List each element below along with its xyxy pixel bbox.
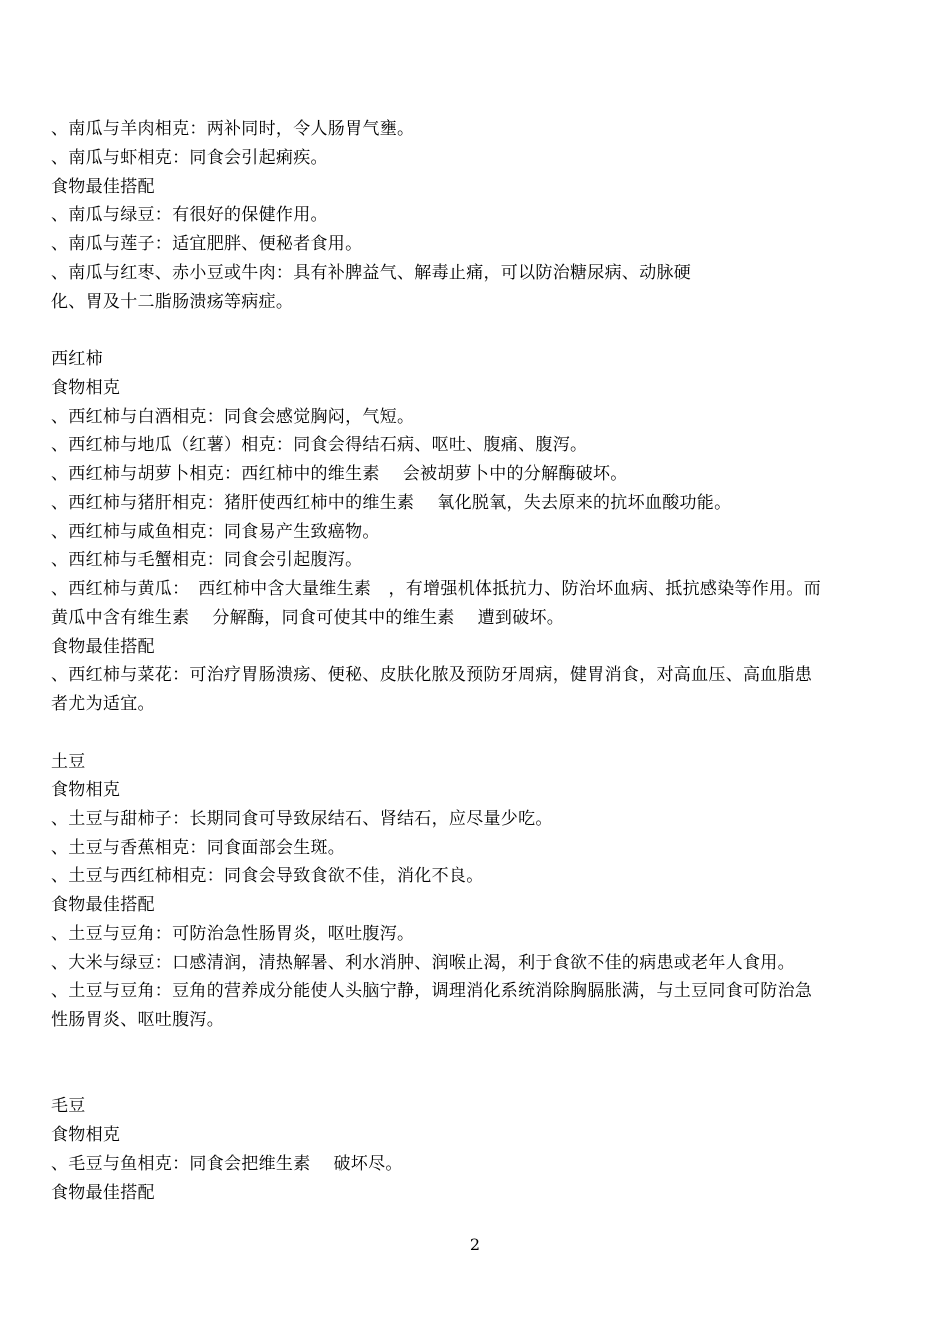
section-heading: 食物最佳搭配 — [51, 177, 155, 197]
text-line: 、南瓜与红枣、赤小豆或牛肉：具有补脾益气、解毒止痛，可以防治糖尿病、动脉硬 — [51, 263, 692, 283]
text-line: 、西红柿与白酒相克：同食会感觉胸闷，气短。 — [51, 407, 415, 427]
section-heading: 食物相克 — [51, 378, 121, 398]
text-line: 、南瓜与莲子：适宜肥胖、便秘者食用。 — [51, 234, 363, 254]
text-line: 、西红柿与猪肝相克：猪肝使西红柿中的维生素 氧化脱氧，失去原来的抗坏血酸功能。 — [51, 493, 732, 513]
text-line: 、土豆与豆角：可防治急性肠胃炎，呕吐腹泻。 — [51, 924, 415, 944]
page-number: 2 — [469, 1235, 481, 1254]
text-line: 、西红柿与黄瓜： 西红柿中含大量维生素 ，有增强机体抵抗力、防治坏血病、抵抗感染等作用。而 — [51, 579, 821, 599]
text-line: 、南瓜与绿豆：有很好的保健作用。 — [51, 205, 328, 225]
text-line: 者尤为适宜。 — [51, 694, 155, 714]
text-line: 、南瓜与羊肉相克：两补同时，令人肠胃气壅。 — [51, 119, 415, 139]
section-heading: 食物最佳搭配 — [51, 1183, 155, 1203]
text-line: 、南瓜与虾相克：同食会引起痢疾。 — [51, 148, 328, 168]
section-heading: 食物相克 — [51, 780, 121, 800]
text-line: 、西红柿与咸鱼相克：同食易产生致癌物。 — [51, 522, 380, 542]
text-line: 化、胃及十二脂肠溃疡等病症。 — [51, 292, 294, 312]
text-line: 、西红柿与毛蟹相克：同食会引起腹泻。 — [51, 550, 363, 570]
text-line: 性肠胃炎、呕吐腹泻。 — [51, 1010, 224, 1030]
text-line: 、大米与绿豆：口感清润，清热解暑、利水消肿、润喉止渴，利于食欲不佳的病患或老年人食用。 — [51, 953, 795, 973]
text-line: 、西红柿与菜花：可治疗胃肠溃疡、便秘、皮肤化脓及预防牙周病，健胃消食，对高血压、高血脂患 — [51, 665, 813, 685]
food-title: 土豆 — [51, 752, 86, 772]
section-heading: 食物最佳搭配 — [51, 637, 155, 657]
text-line: 、毛豆与鱼相克：同食会把维生素 破坏尽。 — [51, 1154, 403, 1174]
text-line: 、土豆与香蕉相克：同食面部会生斑。 — [51, 838, 346, 858]
text-line: 、土豆与豆角：豆角的营养成分能使人头脑宁静，调理消化系统消除胸膈胀满，与土豆同食可防治急 — [51, 981, 813, 1001]
text-line: 、土豆与甜柿子：长期同食可导致尿结石、肾结石，应尽量少吃。 — [51, 809, 553, 829]
text-line: 、西红柿与地瓜（红薯）相克：同食会得结石病、呕吐、腹痛、腹泻。 — [51, 435, 588, 455]
section-heading: 食物最佳搭配 — [51, 895, 155, 915]
section-heading: 食物相克 — [51, 1125, 121, 1145]
text-line: 、西红柿与胡萝卜相克：西红柿中的维生素 会被胡萝卜中的分解酶破坏。 — [51, 464, 628, 484]
food-title: 毛豆 — [51, 1096, 86, 1116]
text-line: 、土豆与西红柿相克：同食会导致食欲不佳，消化不良。 — [51, 866, 484, 886]
text-line: 黄瓜中含有维生素 分解酶，同食可使其中的维生素 遭到破坏。 — [51, 608, 565, 628]
food-title: 西红柿 — [51, 349, 103, 369]
